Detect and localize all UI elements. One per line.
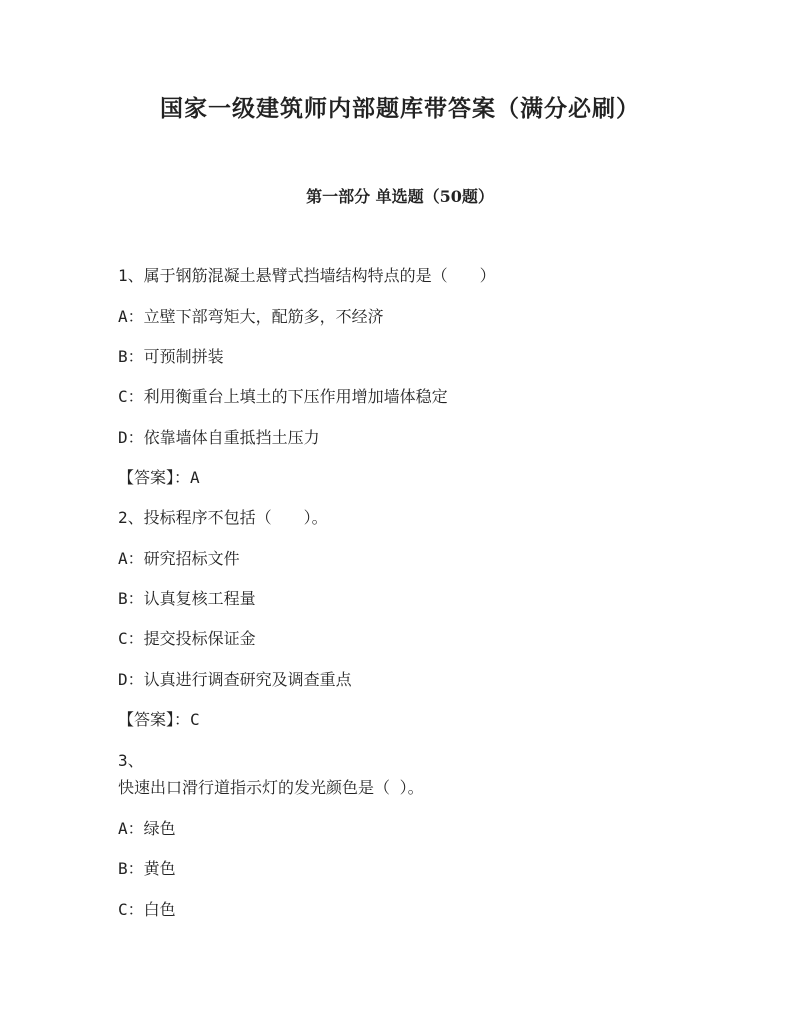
question-1-option-c: C：利用衡重台上填土的下压作用增加墙体稳定: [118, 387, 448, 406]
question-2-option-a: A：研究招标文件: [118, 549, 240, 568]
question-3-number: 3、: [118, 751, 144, 770]
question-3-option-c: C：白色: [118, 900, 176, 919]
question-3-option-a: A：绿色: [118, 819, 176, 838]
question-1-stem: 1、属于钢筋混凝土悬臂式挡墙结构特点的是（ ）: [118, 266, 496, 285]
document-title: 国家一级建筑师内部题库带答案（满分必刷）: [160, 95, 640, 122]
question-2-option-b: B：认真复核工程量: [118, 589, 256, 608]
question-2-option-d: D：认真进行调查研究及调查重点: [118, 670, 352, 689]
question-1-option-b: B：可预制拼装: [118, 347, 224, 366]
section-title: 第一部分 单选题（50题）: [306, 187, 494, 206]
question-3-option-b: B：黄色: [118, 859, 176, 878]
question-2-stem: 2、投标程序不包括（ ）。: [118, 508, 328, 527]
question-2-answer: 【答案】：C: [118, 710, 200, 729]
question-3-stem: 快速出口滑行道指示灯的发光颜色是（ ）。: [118, 778, 424, 797]
question-1-option-a: A：立壁下部弯矩大，配筋多，不经济: [118, 307, 384, 326]
question-2-option-c: C：提交投标保证金: [118, 629, 256, 648]
question-1-option-d: D：依靠墙体自重抵挡土压力: [118, 428, 320, 447]
question-1-answer: 【答案】：A: [118, 468, 200, 487]
